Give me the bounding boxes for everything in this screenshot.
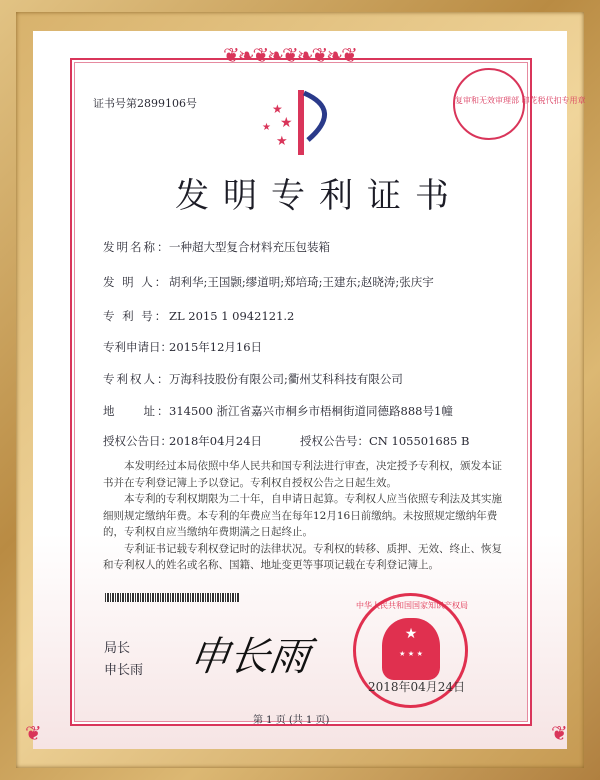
director-signature: 申长雨 xyxy=(186,634,313,680)
svg-text:★: ★ xyxy=(272,102,283,116)
page-footer: 第 1 页 (共 1 页) xyxy=(253,715,330,726)
field-invention-name: 发明名称：一种超大型复合材料充压包装箱 xyxy=(103,240,330,254)
page-title: 发明专利证书 xyxy=(175,176,463,216)
svg-text:★: ★ xyxy=(276,134,288,149)
field-grant-date: 授权公告日：2018年04月24日 xyxy=(103,434,263,448)
field-patent-number: 专 利 号：ZL 2015 1 0942121.2 xyxy=(103,309,295,323)
svg-text:★: ★ xyxy=(280,115,293,131)
seal-text: 中华人民共和国国家知识产权局 xyxy=(356,601,468,610)
certificate-body-text: 本发明经过本局依照中华人民共和国专利法进行审查，决定授予专利权，颁发本证书并在专利登记簿上予以登记。专利权自授权公告之日起生效。 本专利的专利权期限为二十年，自申请日起算。专利权人应当依照专利法及其实施细则规定缴纳年费。本专利的年费应当在每年12月16日前缴纳。未按照规定缴纳年费的，专利权自应当缴纳年费期满之日起终止。 专利证书记载专利权登记时的法律状况。专利权的转移、质押、无效、终止、恢复和专利权人的姓名或名称、国籍、地址变更等事项记载在专利登记簿上。 xyxy=(103,460,502,571)
field-address: 地 址：314500 浙江省嘉兴市桐乡市梧桐街道同德路888号1幢 xyxy=(103,404,453,418)
tax-stamp-seal: 复审和无效审理部 印花税代扣专用章 xyxy=(453,68,525,140)
director-name: 申长雨 xyxy=(104,663,144,678)
certificate-number: 证书号第2899106号 xyxy=(93,97,197,110)
director-title: 局长 xyxy=(104,641,131,656)
bottom-left-ornament: ❦ xyxy=(25,721,40,745)
national-emblem-icon: ★ ⋆⋆⋆ xyxy=(382,618,440,680)
bottom-right-ornament: ❦ xyxy=(551,721,566,745)
field-patentee: 专利权人：万海科技股份有限公司;衢州艾科科技有限公司 xyxy=(103,372,403,386)
seal-date: 2018年04月24日 xyxy=(368,680,466,694)
patent-office-logo xyxy=(258,85,348,160)
top-ornament: ❦❧❦❧❦❧❦❧❦ xyxy=(223,43,356,67)
field-announcement-number: 授权公告号：CN 105501685 B xyxy=(300,434,470,448)
barcode xyxy=(105,593,240,602)
field-application-date: 专利申请日：2015年12月16日 xyxy=(103,340,263,354)
field-inventors: 发 明 人：胡利华;王国颢;缪道明;郑培琦;王建东;赵晓涛;张庆宇 xyxy=(103,275,434,289)
svg-text:★: ★ xyxy=(262,122,271,133)
